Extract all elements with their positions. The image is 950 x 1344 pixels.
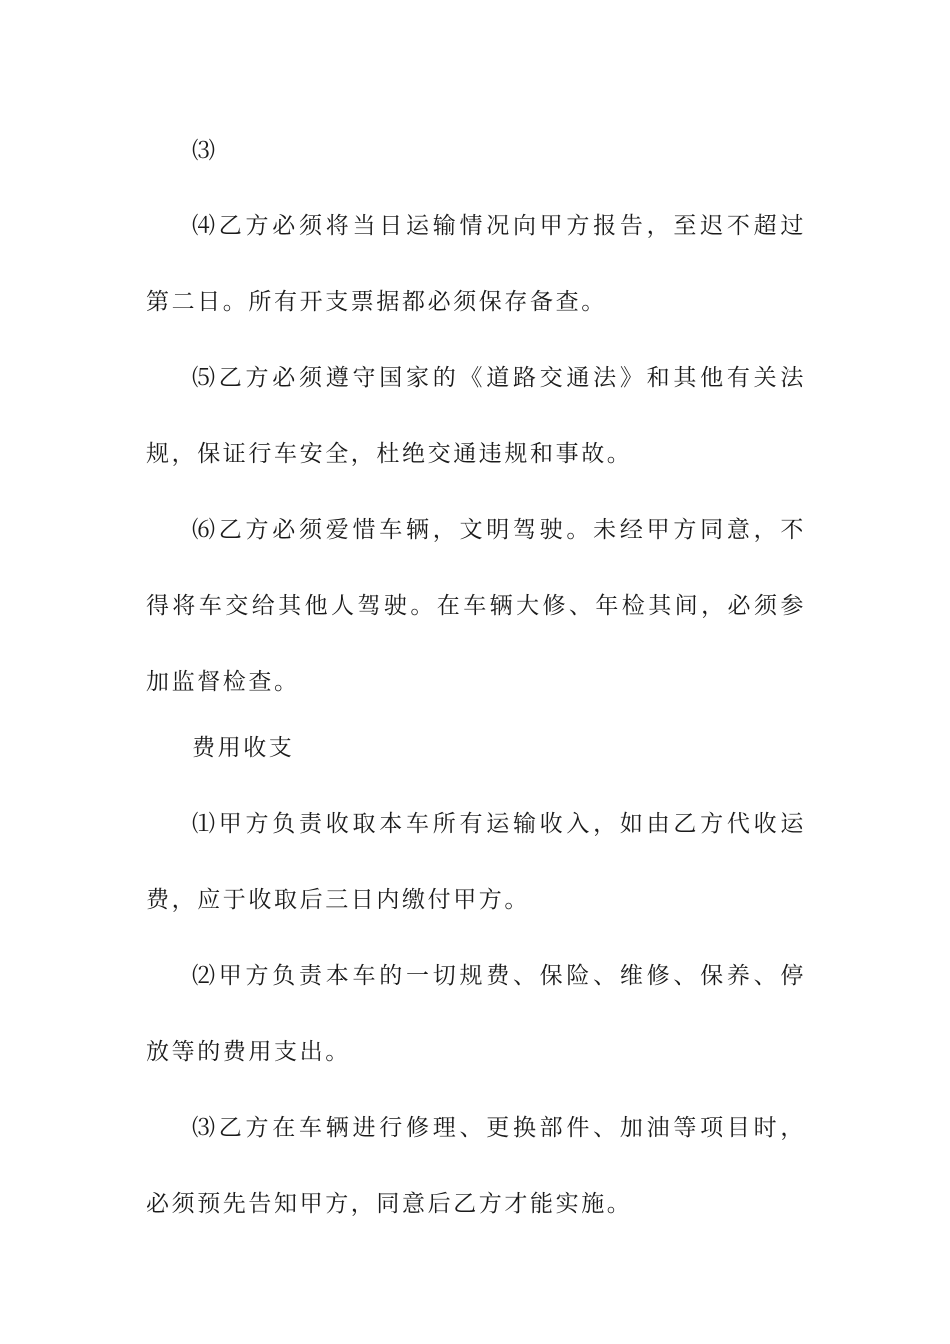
clause-5-paragraph: ⑸乙方必须遵守国家的《道路交通法》和其他有关法规，保证行车安全，杜绝交通违规和事故。 xyxy=(146,365,806,467)
clause-6-paragraph: ⑹乙方必须爱惜车辆，文明驾驶。未经甲方同意，不得将车交给其他人驾驶。在车辆大修、年检其间，必须参加监督检查。 xyxy=(146,517,806,695)
expense-clause-1-paragraph: ⑴甲方负责收取本车所有运输收入，如由乙方代收运费，应于收取后三日内缴付甲方。 xyxy=(146,811,806,913)
clause-4-paragraph: ⑷乙方必须将当日运输情况向甲方报告，至迟不超过第二日。所有开支票据都必须保存备查。 xyxy=(146,213,806,315)
expense-clause-2-paragraph: ⑵甲方负责本车的一切规费、保险、维修、保养、停放等的费用支出。 xyxy=(146,963,806,1065)
item-3-marker: ⑶ xyxy=(192,138,218,164)
section-heading-expenses: 费用收支 xyxy=(192,735,295,761)
expense-clause-3-paragraph: ⑶乙方在车辆进行修理、更换部件、加油等项目时，必须预先告知甲方，同意后乙方才能实施。 xyxy=(146,1115,806,1217)
